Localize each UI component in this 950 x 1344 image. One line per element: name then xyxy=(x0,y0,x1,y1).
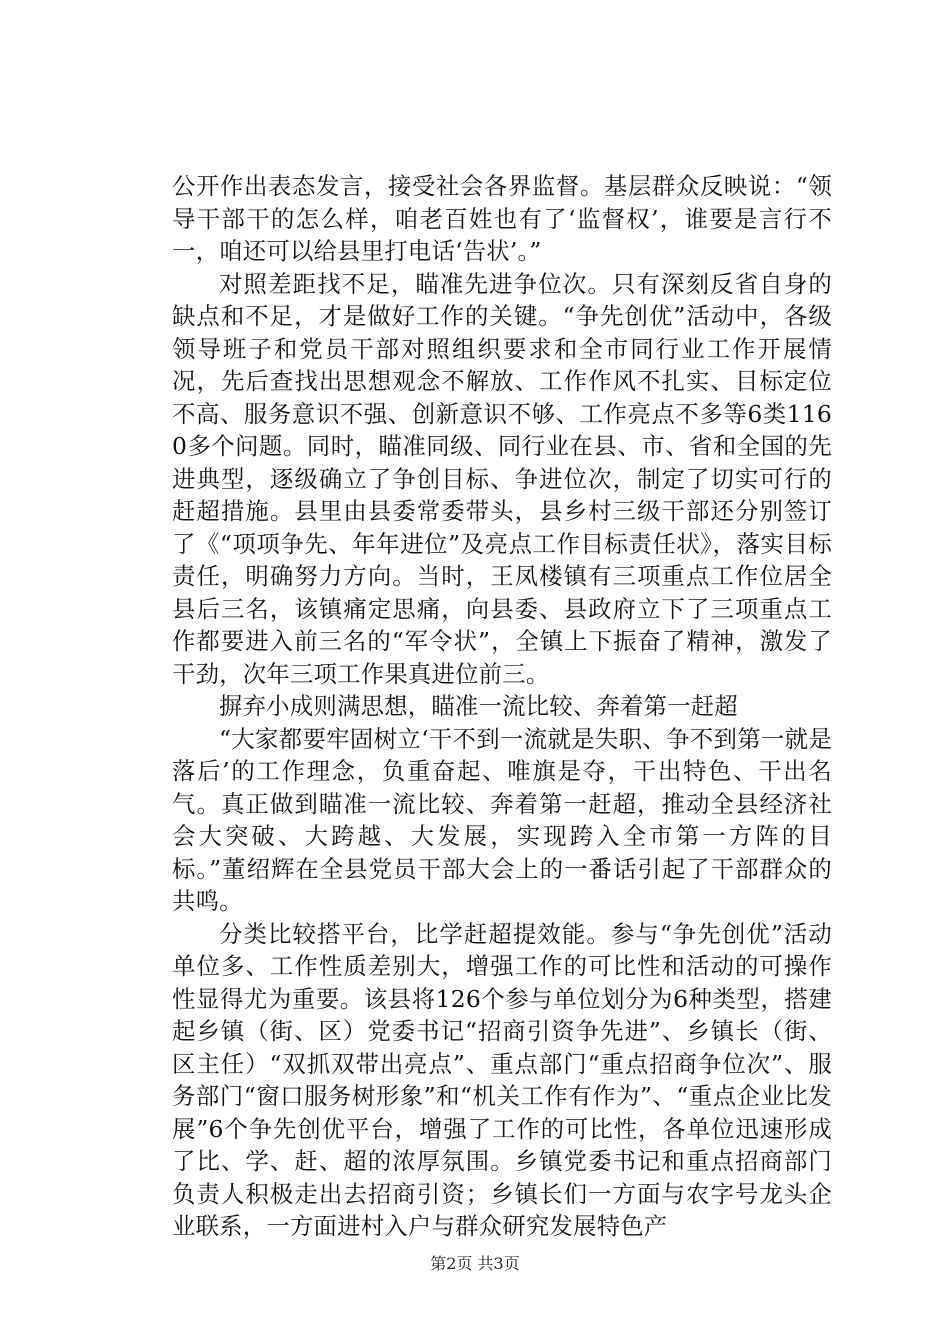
paragraph-2: 对照差距找不足，瞄准先进争位次。只有深刻反省自身的缺点和不足，才是做好工作的关键。“争先创优”活动中，各级领导班子和党员干部对照组织要求和全市同行业工作开展情况，先后查找出思想观念不解放、工作作风不扎实、目标定位不高、服务意识不强、创新意识不够、工作亮点不多等6类1160多个问题。同时，瞄准同级、同行业在县、市、省和全国的先进典型，逐级确立了争创目标、争进位次，制定了切实可行的赶超措施。县里由县委常委带头，县乡村三级干部还分别签订了《“项项争先、年年进位”及亮点工作目标责任状》，落实目标责任，明确努力方向。当时，王凤楼镇有三项重点工作位居全县后三名，该镇痛定思痛，向县委、县政府立下了三项重点工作都要进入前三名的“军令状”，全镇上下振奋了精神，激发了干劲，次年三项工作果真进位前三。 xyxy=(172,269,832,688)
paragraph-3: “大家都要牢固树立‘干不到一流就是失职、争不到第一就是落后’的工作理念，负重奋起、唯旗是夺，干出特色、干出名气。真正做到瞄准一流比较、奔着第一赶超，推动全县经济社会大突破、大跨越、大发展，实现跨入全市第一方阵的目标。”董绍辉在全县党员干部大会上的一番话引起了干部群众的共鸣。 xyxy=(172,724,832,915)
paragraph-1: 公开作出表态发言，接受社会各界监督。基层群众反映说：“领导干部干的怎么样，咱老百姓也有了‘监督权’，谁要是言行不一，咱还可以给县里打电话‘告状’。” xyxy=(172,172,832,265)
paragraph-heading: 摒弃小成则满思想，瞄准一流比较、奔着第一赶超 xyxy=(219,692,738,720)
paragraph-4: 分类比较搭平台，比学赶超提效能。参与“争先创优”活动单位多、工作性质差别大，增强工作的可比性和活动的可操作性显得尤为重要。该县将126个参与单位划分为6种类型，搭建起乡镇（街、区）党委书记“招商引资争先进”、乡镇长（街、区主任）“双抓双带出亮点”、重点部门“重点招商争位次”、服务部门“窗口服务树形象”和“机关工作有作为”、“重点企业比发展”6个争先创优平台，增强了工作的可比性，各单位迅速形成了比、学、赶、超的浓厚氛围。乡镇党委书记和重点招商部门负责人积极走出去招商引资；乡镇长们一方面与农字号龙头企业联系，一方面进村入户与群众研究发展特色产 xyxy=(172,919,832,1240)
page-number-footer: 第2页 共3页 xyxy=(430,1254,520,1273)
document-body xyxy=(172,170,832,1243)
